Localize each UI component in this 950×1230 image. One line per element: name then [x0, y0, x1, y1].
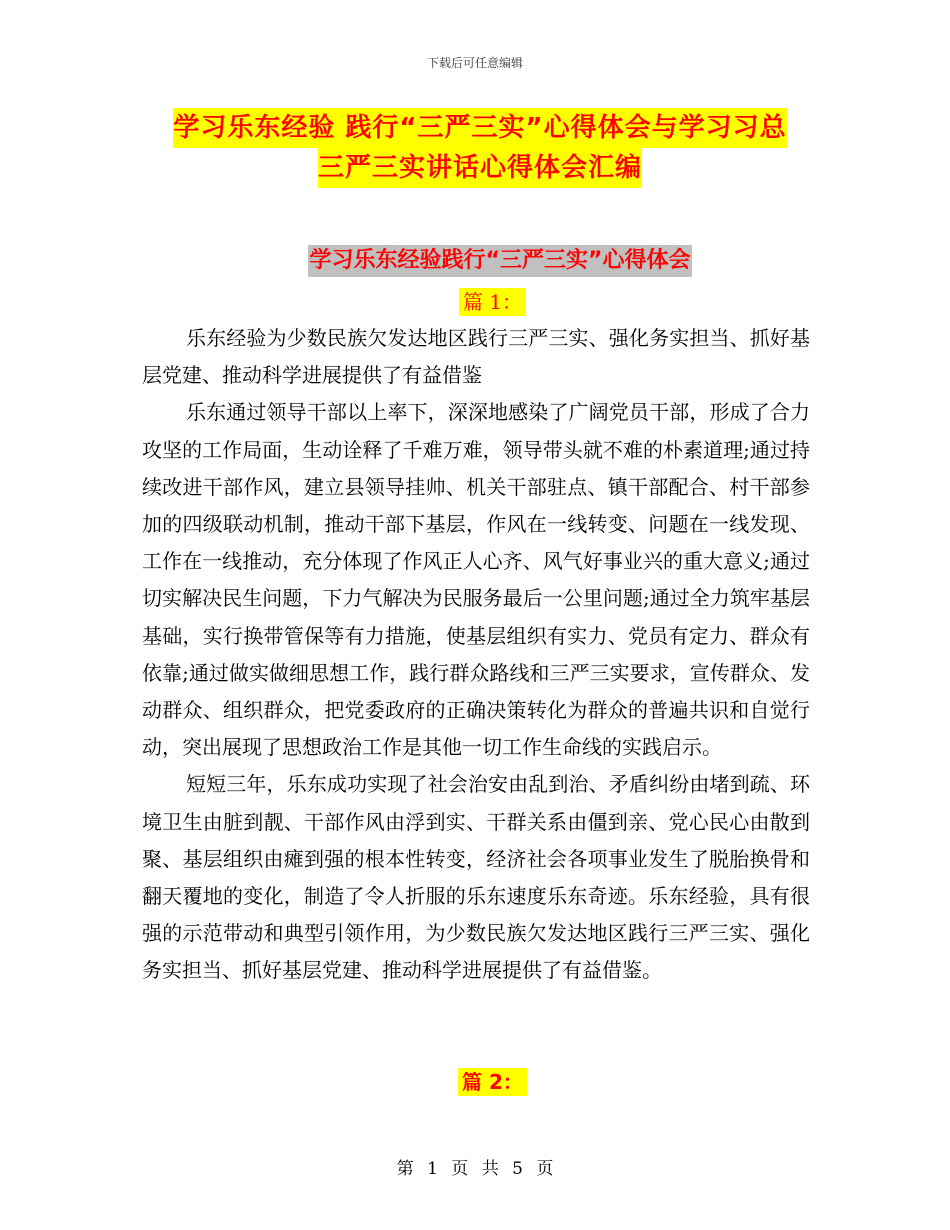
body-text — [142, 320, 810, 990]
title-line-1: 学习乐东经验 践行“三严三实”心得体会与学习习总 — [173, 108, 786, 148]
page-header-note: 下载后可任意编辑 — [426, 56, 523, 70]
document-title — [140, 108, 820, 188]
section-title: 学习乐东经验践行“三严三实”心得体会 — [308, 245, 693, 277]
paragraph-3: 短短三年，乐东成功实现了社会治安由乱到治、矛盾纠纷由堵到疏、环境卫生由脏到靓、干部作风由浮到实、干群关系由僵到亲、党心民心由散到聚、基层组织由瘫到强的根本性转变，经济社会各项事业发生了脱胎换骨和翻天覆地的变化，制造了令人折服的乐东速度乐东奇迹。乐东经验，具有很强的示范带动和典型引领作用，为少数民族欠发达地区践行三严三实、强化务实担当、抓好基层党建、推动科学进展提供了有益借鉴。 — [142, 772, 810, 983]
chapter-1-heading: 篇 1： — [459, 288, 526, 316]
section-title-wrap — [0, 245, 950, 277]
chapter-1-heading-wrap — [0, 288, 950, 316]
page-footer: 第 1 页 共 5 页 — [396, 1159, 554, 1179]
paragraph-1: 乐东经验为少数民族欠发达地区践行三严三实、强化务实担当、抓好基层党建、推动科学进展提供了有益借鉴 — [142, 326, 810, 388]
chapter-2-heading: 篇 2： — [458, 1068, 527, 1096]
chapter-2-heading-wrap — [0, 1068, 950, 1096]
title-line-2: 三严三实讲话心得体会汇编 — [318, 148, 642, 188]
paragraph-2: 乐东通过领导干部以上率下，深深地感染了广阔党员干部，形成了合力攻坚的工作局面，生动诠释了千难万难，领导带头就不难的朴素道理;通过持续改进干部作风，建立县领导挂帅、机关干部驻点、镇干部配合、村干部参加的四级联动机制，推动干部下基层，作风在一线转变、问题在一线发现、工作在一线推动，充分体现了作风正人心齐、风气好事业兴的重大意义;通过切实解决民生问题，下力气解决为民服务最后一公里问题;通过全力筑牢基层基础，实行换带管保等有力措施，使基层组织有实力、党员有定力、群众有依靠;通过做实做细思想工作，践行群众路线和三严三实要求，宣传群众、发动群众、组织群众，把党委政府的正确决策转化为群众的普遍共识和自觉行动，突出展现了思想政治工作是其他一切工作生命线的实践启示。 — [142, 400, 810, 760]
